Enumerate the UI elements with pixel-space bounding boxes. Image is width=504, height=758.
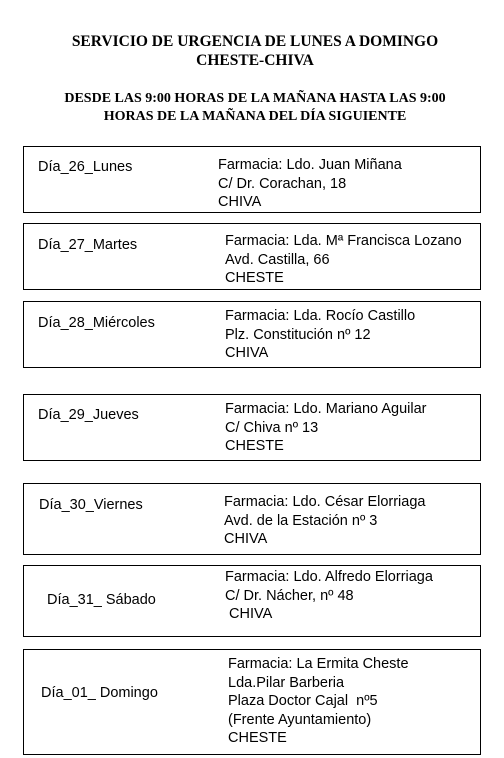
pharmacy-entry-martes [23,223,481,290]
pharmacy-entry-sabado [23,565,481,637]
pharmacy-address: Avd. Castilla, 66 [225,251,330,268]
pharmacy-entry-viernes [23,483,481,555]
pharmacy-entry-domingo [23,649,481,755]
pharmacy-name: Farmacia: Lda. Mª Francisca Lozano [225,233,462,249]
entry-day: Día_27_Martes [38,237,138,253]
pharmacy-entry-lunes [23,146,481,213]
pharmacy-name: Farmacia: Ldo. Mariano Aguilar [225,401,427,417]
entry-pharmacy-info [225,307,415,363]
pharmacy-address: C/ Dr. Corachan, 18 [218,175,347,192]
entry-pharmacy-info [225,232,462,288]
title-line-2: CHESTE-CHIVA [196,52,314,69]
pharmacy-address: Plaza Doctor Cajal nº5 [228,693,378,709]
pharmacy-name: Farmacia: Ldo. César Elorriaga [224,494,426,510]
entry-day: Día_31_ Sábado [47,592,156,608]
entry-day: Día_28_Miércoles [38,315,155,331]
pharmacy-town: CHIVA [225,606,273,622]
pharmacy-name: Farmacia: Lda. Rocío Castillo [225,308,416,324]
pharmacy-town: CHESTE [225,270,284,286]
pharmacy-address: Plz. Constitución nº 12 [225,326,371,343]
subtitle-line-2: HORAS DE LA MAÑANA DEL DÍA SIGUIENTE [103,109,407,124]
entry-pharmacy-info [228,655,409,748]
pharmacy-landmark: (Frente Ayuntamiento) [228,711,372,728]
pharmacy-name: Farmacia: La Ermita Cheste [228,656,409,672]
pharmacist-name: Lda.Pilar Barberia [228,674,345,691]
pharmacy-address: C/ Dr. Nácher, nº 48 [225,587,354,604]
entry-day: Día_29_Jueves [38,407,139,423]
schedule-subtitle [0,90,504,126]
entry-day: Día_30_Viernes [39,497,143,513]
title-line-1: SERVICIO DE URGENCIA DE LUNES A DOMINGO [71,33,439,50]
entry-pharmacy-info [218,156,402,212]
subtitle-line-1: DESDE LAS 9:00 HORAS DE LA MAÑANA HASTA LAS 9:00 [64,91,446,106]
pharmacy-entry-miercoles [23,301,481,368]
pharmacy-town: CHIVA [224,531,268,547]
pharmacy-address: C/ Chiva nº 13 [225,419,319,436]
pharmacy-town: CHIVA [225,345,269,361]
entry-day: Día_01_ Domingo [41,685,158,701]
pharmacy-entry-jueves [23,394,481,461]
entry-pharmacy-info [225,400,427,456]
entry-day: Día_26_Lunes [38,159,133,175]
page-title [0,32,504,70]
entry-pharmacy-info [225,568,433,624]
pharmacy-name: Farmacia: Ldo. Alfredo Elorriaga [225,569,433,585]
pharmacy-town: CHIVA [218,194,262,210]
pharmacy-name: Farmacia: Ldo. Juan Miñana [218,157,402,173]
pharmacy-address: Avd. de la Estación nº 3 [224,512,378,529]
entry-pharmacy-info [224,493,425,549]
pharmacy-town: CHESTE [228,730,287,746]
pharmacy-town: CHESTE [225,438,284,454]
